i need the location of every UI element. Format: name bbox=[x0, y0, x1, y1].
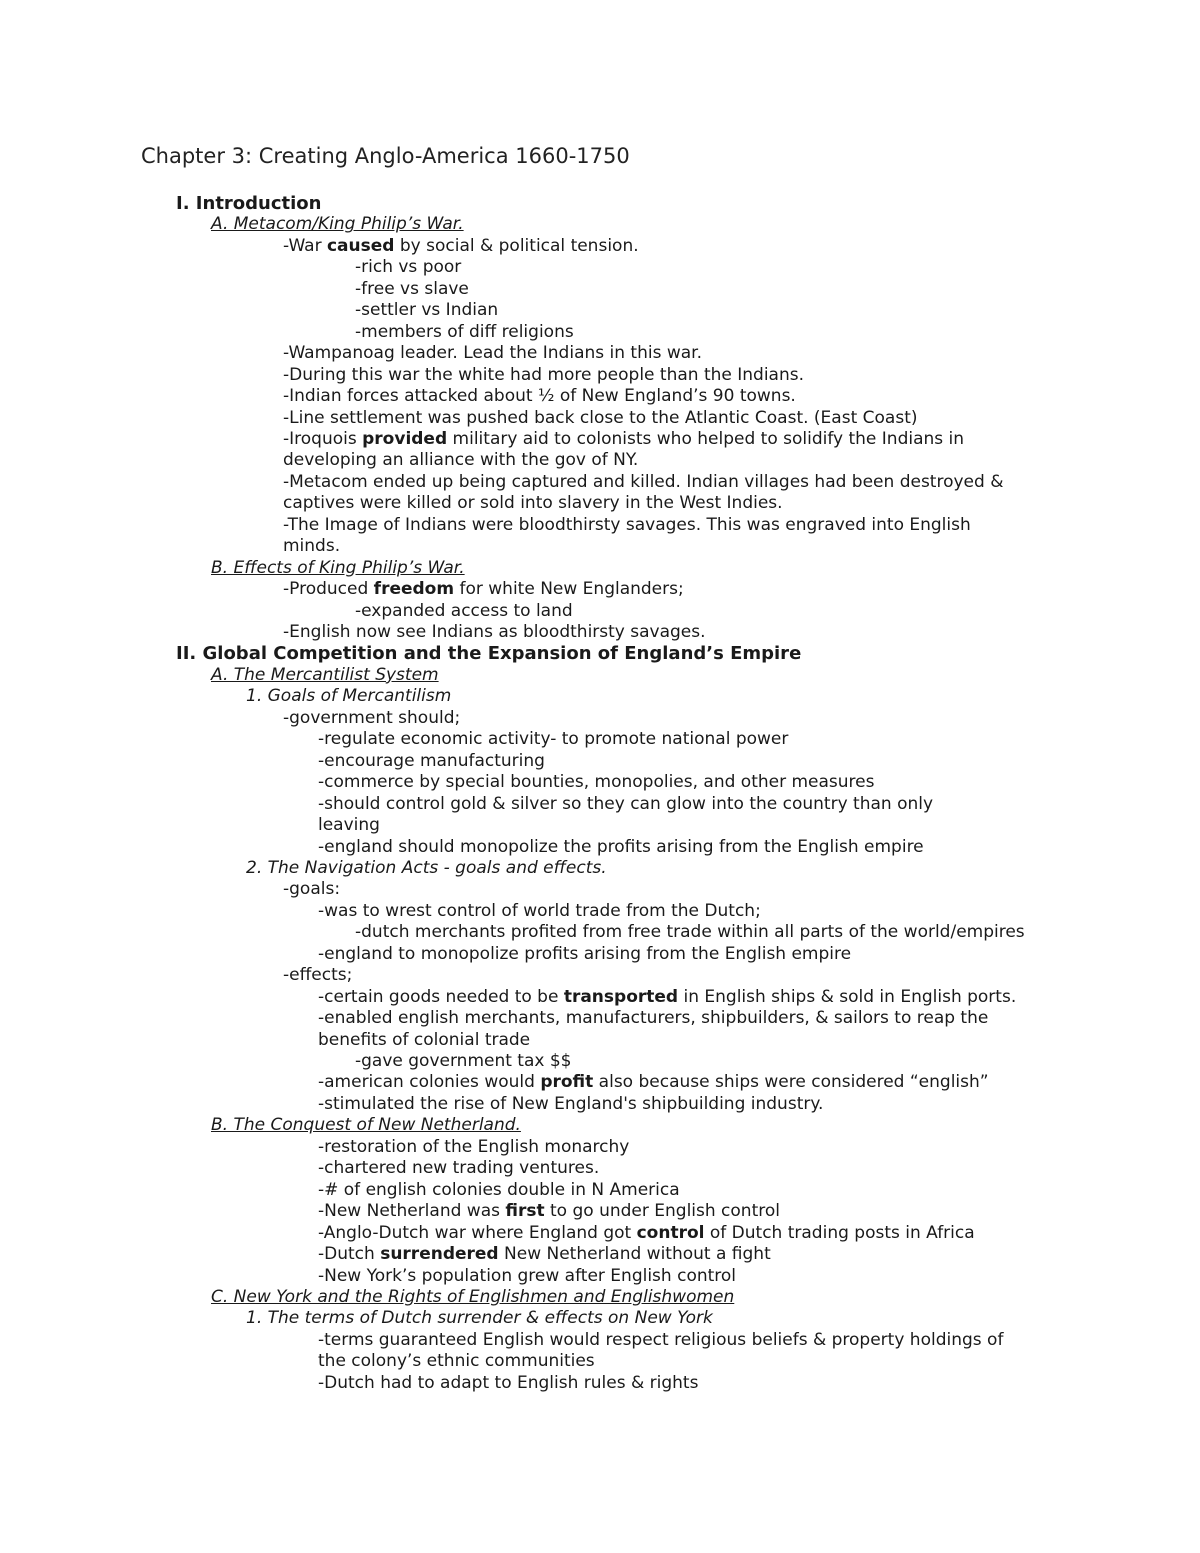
outline-line bbox=[283, 472, 1003, 493]
numbered-heading bbox=[246, 1308, 713, 1329]
bold-keyword: transported bbox=[563, 986, 679, 1007]
line-text: -dutch merchants profited from free trade within all parts of the world/empires bbox=[355, 922, 1025, 943]
outline-line bbox=[318, 1137, 629, 1158]
line-text: -terms guaranteed English would respect religious beliefs & property holdings of bbox=[318, 1329, 1004, 1350]
line-text: developing an alliance with the gov of NY. bbox=[283, 450, 639, 471]
line-text: -Anglo-Dutch war where England got bbox=[318, 1222, 637, 1243]
outline-line bbox=[283, 879, 340, 900]
bold-keyword: provided bbox=[362, 428, 448, 449]
outline-line bbox=[318, 901, 761, 922]
outline-line bbox=[283, 965, 352, 986]
subsection-heading bbox=[211, 665, 439, 686]
outline-line bbox=[283, 579, 684, 600]
line-text: the colony’s ethnic communities bbox=[318, 1351, 595, 1372]
line-text: -restoration of the English monarchy bbox=[318, 1136, 630, 1157]
line-text: -Indian forces attacked about ½ of New England’s 90 towns. bbox=[283, 386, 796, 407]
outline-line bbox=[283, 536, 340, 557]
outline-line bbox=[355, 279, 469, 300]
outline-line bbox=[318, 1266, 736, 1287]
outline-line bbox=[355, 1051, 571, 1072]
line-text: -settler vs Indian bbox=[355, 300, 499, 321]
outline-line bbox=[318, 1330, 1003, 1351]
line-text: A. The Mercantilist System bbox=[211, 664, 439, 685]
line-text: -Produced bbox=[283, 579, 374, 600]
line-text: -English now see Indians as bloodthirsty savages. bbox=[283, 622, 706, 642]
line-text: leaving bbox=[318, 815, 380, 836]
outline-line bbox=[318, 1201, 780, 1222]
line-text: -Iroquois bbox=[283, 428, 363, 449]
line-text: 2. The Navigation Acts - goals and effects. bbox=[246, 857, 607, 878]
outline-line bbox=[283, 515, 971, 536]
outline-line bbox=[318, 1223, 975, 1244]
outline-line bbox=[318, 987, 1016, 1008]
line-text: -encourage manufacturing bbox=[318, 750, 545, 771]
line-text: -Dutch bbox=[318, 1244, 381, 1265]
outline-line bbox=[283, 429, 964, 450]
line-text: -rich vs poor bbox=[355, 257, 462, 278]
line-text: -enabled english merchants, manufacturers, shipbuilders, & sailors to reap the bbox=[318, 1008, 989, 1029]
line-text: -Dutch had to adapt to English rules & rights bbox=[318, 1372, 699, 1393]
outline-line bbox=[318, 751, 545, 772]
line-text: -Metacom ended up being captured and killed. Indian villages had been destroyed & bbox=[283, 471, 1004, 492]
outline-line bbox=[283, 408, 918, 429]
outline-line bbox=[318, 1072, 989, 1093]
line-text: -chartered new trading ventures. bbox=[318, 1158, 600, 1179]
line-text: -War bbox=[283, 235, 327, 256]
outline-line bbox=[283, 386, 796, 407]
numbered-heading bbox=[246, 686, 451, 707]
line-text: to go under English control bbox=[544, 1201, 780, 1222]
line-text: 1. The terms of Dutch surrender & effects on New York bbox=[246, 1308, 713, 1329]
outline-line bbox=[283, 708, 460, 729]
line-text: -stimulated the rise of New England's shipbuilding industry. bbox=[318, 1093, 824, 1114]
page-title: Chapter 3: Creating Anglo-America 1660-1750 bbox=[141, 144, 630, 168]
numbered-heading bbox=[246, 858, 607, 879]
section-heading bbox=[176, 193, 322, 214]
bold-keyword: caused bbox=[326, 235, 395, 256]
line-text: -certain goods needed to be bbox=[318, 986, 564, 1007]
line-text: -The Image of Indians were bloodthirsty savages. This was engraved into English bbox=[283, 514, 971, 535]
outline-line bbox=[318, 1094, 823, 1115]
outline-line bbox=[355, 257, 461, 278]
line-text: -members of diff religions bbox=[355, 321, 574, 342]
section-heading bbox=[176, 643, 801, 664]
subsection-heading bbox=[211, 214, 464, 235]
line-text: -expanded access to land bbox=[355, 600, 573, 621]
outline-line bbox=[318, 794, 933, 815]
line-text: -gave government tax $$ bbox=[355, 1051, 572, 1071]
outline-line bbox=[318, 1180, 680, 1201]
outline-line bbox=[355, 300, 498, 321]
line-text: II. Global Competition and the Expansion of England’s Empire bbox=[176, 643, 802, 665]
line-text: -american colonies would bbox=[318, 1072, 541, 1093]
bold-keyword: first bbox=[505, 1201, 545, 1222]
line-text: B. Effects of King Philip’s War. bbox=[211, 557, 465, 578]
outline-line bbox=[318, 837, 924, 858]
subsection-heading bbox=[211, 558, 465, 579]
line-text: -# of english colonies double in N America bbox=[318, 1179, 680, 1200]
line-text: -government should; bbox=[283, 707, 461, 728]
outline-line bbox=[318, 1373, 698, 1394]
line-text: -commerce by special bounties, monopolies, and other measures bbox=[318, 772, 875, 793]
subsection-heading bbox=[211, 1287, 734, 1308]
line-text: -england to monopolize profits arising from the English empire bbox=[318, 943, 852, 964]
outline-line bbox=[283, 343, 702, 364]
outline-line bbox=[283, 365, 804, 386]
line-text: -New York’s population grew after English control bbox=[318, 1265, 737, 1286]
line-text: benefits of colonial trade bbox=[318, 1029, 531, 1050]
outline-line bbox=[318, 1030, 530, 1051]
line-text: of Dutch trading posts in Africa bbox=[704, 1222, 975, 1243]
outline-line bbox=[318, 1351, 595, 1372]
outline-line bbox=[318, 729, 788, 750]
line-text: -regulate economic activity- to promote national power bbox=[318, 729, 789, 750]
line-text: I. Introduction bbox=[176, 193, 322, 214]
outline-line bbox=[283, 493, 783, 514]
outline-line bbox=[318, 1158, 599, 1179]
outline-line bbox=[355, 601, 573, 622]
line-text: in English ships & sold in English ports. bbox=[678, 986, 1017, 1007]
bold-keyword: freedom bbox=[373, 579, 455, 600]
line-text: captives were killed or sold into slavery in the West Indies. bbox=[283, 493, 783, 514]
line-text: A. Metacom/King Philip’s War. bbox=[211, 214, 464, 235]
line-text: B. The Conquest of New Netherland. bbox=[211, 1115, 521, 1136]
line-text: for white New Englanders; bbox=[454, 579, 684, 600]
outline-line bbox=[355, 922, 1025, 943]
line-text: C. New York and the Rights of Englishmen and Englishwomen bbox=[211, 1286, 735, 1307]
outline-line bbox=[318, 944, 851, 965]
bold-keyword: profit bbox=[540, 1072, 594, 1093]
bold-keyword: control bbox=[636, 1222, 705, 1243]
line-text: also because ships were considered “english” bbox=[593, 1072, 989, 1093]
line-text: -was to wrest control of world trade from the Dutch; bbox=[318, 900, 761, 921]
bold-keyword: surrendered bbox=[380, 1244, 499, 1265]
line-text: minds. bbox=[283, 536, 341, 557]
line-text: 1. Goals of Mercantilism bbox=[246, 686, 452, 707]
outline-line bbox=[283, 450, 638, 471]
line-text: -effects; bbox=[283, 965, 353, 986]
outline-line bbox=[318, 1008, 988, 1029]
line-text: -During this war the white had more people than the Indians. bbox=[283, 364, 804, 385]
line-text: -should control gold & silver so they can glow into the country than only bbox=[318, 793, 934, 814]
subsection-heading bbox=[211, 1115, 521, 1136]
outline-line bbox=[318, 815, 380, 836]
outline-line bbox=[355, 322, 574, 343]
line-text: New Netherland without a fight bbox=[498, 1244, 771, 1265]
line-text: -england should monopolize the profits arising from the English empire bbox=[318, 836, 924, 857]
line-text: -goals: bbox=[283, 879, 341, 900]
line-text: -free vs slave bbox=[355, 278, 469, 299]
line-text: -New Netherland was bbox=[318, 1201, 506, 1222]
line-text: -Wampanoag leader. Lead the Indians in this war. bbox=[283, 343, 703, 364]
outline-line bbox=[318, 1244, 771, 1265]
outline-line bbox=[283, 236, 639, 257]
line-text: -Line settlement was pushed back close to the Atlantic Coast. (East Coast) bbox=[283, 407, 918, 428]
outline-line bbox=[318, 772, 875, 793]
outline-line bbox=[283, 622, 706, 643]
line-text: by social & political tension. bbox=[394, 235, 639, 256]
line-text: military aid to colonists who helped to solidify the Indians in bbox=[447, 428, 965, 449]
